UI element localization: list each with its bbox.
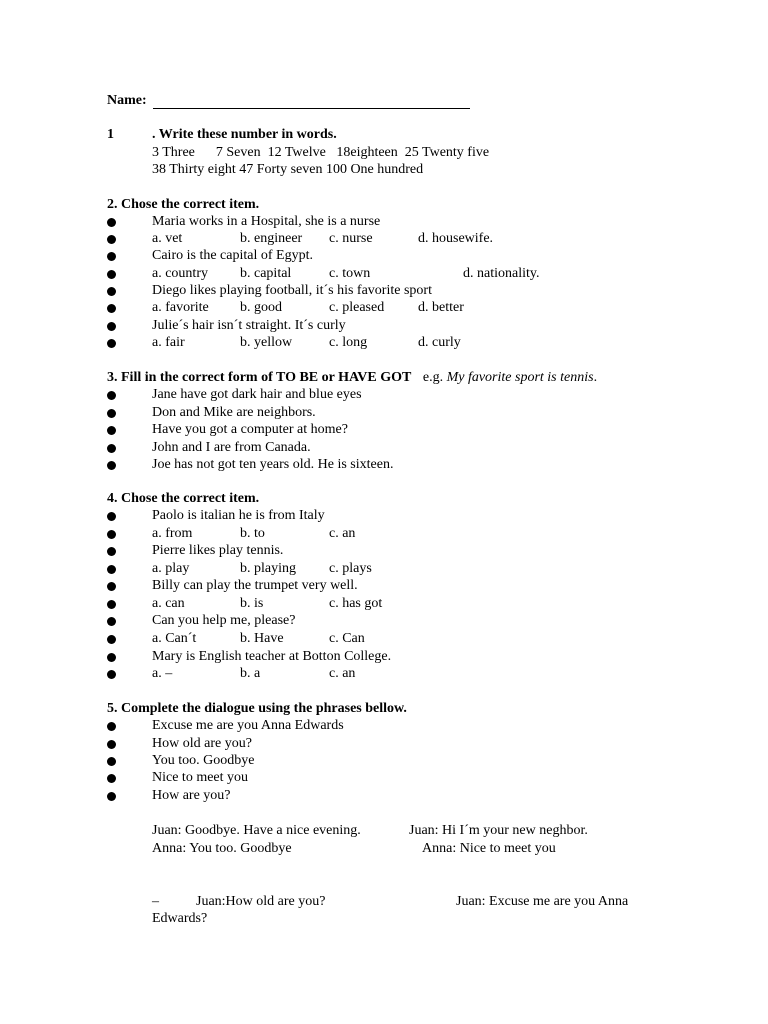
bullet-icon: [107, 252, 116, 261]
bullet-icon: [107, 270, 116, 279]
s4-q5-option-c: c. an: [329, 666, 356, 681]
s4-question-1: Paolo is italian he is from Italy: [152, 508, 325, 523]
bullet-icon: [107, 635, 116, 644]
bullet-icon: [107, 409, 116, 418]
bullet-icon: [107, 722, 116, 731]
bullet-icon: [107, 287, 116, 296]
s2-q2-option-b: b. capital: [240, 266, 292, 281]
bullet-icon: [107, 530, 116, 539]
bullet-icon: [107, 740, 116, 749]
dialogue-line-1-left: Juan: Goodbye. Have a nice evening.: [152, 823, 361, 838]
s2-question-1: Maria works in a Hospital, she is a nurse: [152, 214, 381, 229]
s3-item-3: Have you got a computer at home?: [152, 422, 348, 437]
s2-q4-option-a: a. fair: [152, 335, 185, 350]
s2-q3-option-c: c. pleased: [329, 300, 385, 315]
bullet-icon: [107, 426, 116, 435]
section-3-eg: e.g.: [422, 370, 444, 385]
bullet-icon: [107, 774, 116, 783]
s2-question-4: Julie´s hair isn´t straight. It´s curly: [152, 318, 346, 333]
section-4-title: 4. Chose the correct item.: [107, 491, 260, 506]
bullet-icon: [107, 653, 116, 662]
s4-q3-option-a: a. can: [152, 596, 185, 611]
s4-q5-option-b: b. a: [240, 666, 261, 681]
bullet-icon: [107, 582, 116, 591]
s2-q3-option-d: d. better: [418, 300, 464, 315]
name-line: [153, 108, 470, 109]
bullet-icon: [107, 444, 116, 453]
section-2-title: 2. Chose the correct item.: [107, 197, 260, 212]
bullet-icon: [107, 670, 116, 679]
bullet-icon: [107, 339, 116, 348]
s4-q1-option-c: c. an: [329, 526, 356, 541]
dialogue-line-3-dash: –: [152, 894, 159, 909]
s2-q2-option-c: c. town: [329, 266, 371, 281]
bullet-icon: [107, 391, 116, 400]
dialogue-line-2-left: Anna: You too. Goodbye: [152, 841, 292, 856]
s2-q1-option-d: d. housewife.: [418, 231, 494, 246]
s5-phrase-1: Excuse me are you Anna Edwards: [152, 718, 344, 733]
s2-q4-option-d: d. curly: [418, 335, 461, 350]
s2-q4-option-b: b. yellow: [240, 335, 293, 350]
dialogue-line-2-right: Anna: Nice to meet you: [422, 841, 556, 856]
s4-question-4: Can you help me, please?: [152, 613, 296, 628]
s2-q1-option-a: a. vet: [152, 231, 183, 246]
s4-q3-option-b: b. is: [240, 596, 264, 611]
s2-q2-option-d: d. nationality.: [463, 266, 540, 281]
s4-q1-option-a: a. from: [152, 526, 193, 541]
s4-q4-option-b: b. Have: [240, 631, 284, 646]
section-3-example-end: .: [593, 370, 598, 385]
dialogue-line-3-right: Juan: Excuse me are you Anna: [456, 894, 629, 909]
section-1-title: . Write these number in words.: [152, 127, 337, 142]
dialogue-line-3-mid: Juan:How old are you?: [196, 894, 326, 909]
bullet-icon: [107, 617, 116, 626]
section-1-number: 1: [107, 127, 114, 142]
s3-item-2: Don and Mike are neighbors.: [152, 405, 316, 420]
s3-item-5: Joe has not got ten years old. He is sixteen.: [152, 457, 394, 472]
bullet-icon: [107, 461, 116, 470]
bullet-icon: [107, 565, 116, 574]
bullet-icon: [107, 757, 116, 766]
s2-q1-option-c: c. nurse: [329, 231, 373, 246]
s3-item-4: John and I are from Canada.: [152, 440, 311, 455]
s5-phrase-3: You too. Goodbye: [152, 753, 255, 768]
section-3-title: 3. Fill in the correct form of TO BE or HAVE GOT: [107, 370, 412, 385]
s4-q4-option-a: a. Can´t: [152, 631, 197, 646]
bullet-icon: [107, 218, 116, 227]
s2-q3-option-b: b. good: [240, 300, 282, 315]
s2-q2-option-a: a. country: [152, 266, 208, 281]
s2-question-2: Cairo is the capital of Egypt.: [152, 248, 313, 263]
s4-q3-option-c: c. has got: [329, 596, 383, 611]
s4-question-2: Pierre likes play tennis.: [152, 543, 284, 558]
s2-q1-option-b: b. engineer: [240, 231, 303, 246]
bullet-icon: [107, 304, 116, 313]
bullet-icon: [107, 547, 116, 556]
s4-question-5: Mary is English teacher at Botton College.: [152, 649, 392, 664]
bullet-icon: [107, 512, 116, 521]
name-label: Name:: [107, 93, 147, 108]
s5-phrase-5: How are you?: [152, 788, 231, 803]
s4-question-3: Billy can play the trumpet very well.: [152, 578, 358, 593]
s4-q2-option-b: b. playing: [240, 561, 296, 576]
section-3-heading: [107, 370, 597, 386]
s4-q1-option-b: b. to: [240, 526, 265, 541]
s2-question-3: Diego likes playing football, it´s his favorite sport: [152, 283, 432, 298]
bullet-icon: [107, 792, 116, 801]
dialogue-line-3-continued: Edwards?: [152, 911, 208, 926]
s5-phrase-4: Nice to meet you: [152, 770, 249, 785]
s2-q3-option-a: a. favorite: [152, 300, 209, 315]
section-3-example: My favorite sport is tennis: [446, 370, 594, 385]
section-1-line-1: 3 Three 7 Seven 12 Twelve 18eighteen 25 Twenty five: [152, 145, 490, 160]
s4-q5-option-a: a. –: [152, 666, 173, 681]
section-1-line-2: 38 Thirty eight 47 Forty seven 100 One hundred: [152, 162, 424, 177]
section-5-title: 5. Complete the dialogue using the phrases bellow.: [107, 701, 407, 716]
bullet-icon: [107, 322, 116, 331]
s2-q4-option-c: c. long: [329, 335, 368, 350]
bullet-icon: [107, 600, 116, 609]
s4-q4-option-c: c. Can: [329, 631, 365, 646]
s3-item-1: Jane have got dark hair and blue eyes: [152, 387, 362, 402]
bullet-icon: [107, 235, 116, 244]
s4-q2-option-c: c. plays: [329, 561, 372, 576]
s5-phrase-2: How old are you?: [152, 736, 252, 751]
dialogue-line-1-right: Juan: Hi I´m your new neghbor.: [409, 823, 588, 838]
s4-q2-option-a: a. play: [152, 561, 190, 576]
